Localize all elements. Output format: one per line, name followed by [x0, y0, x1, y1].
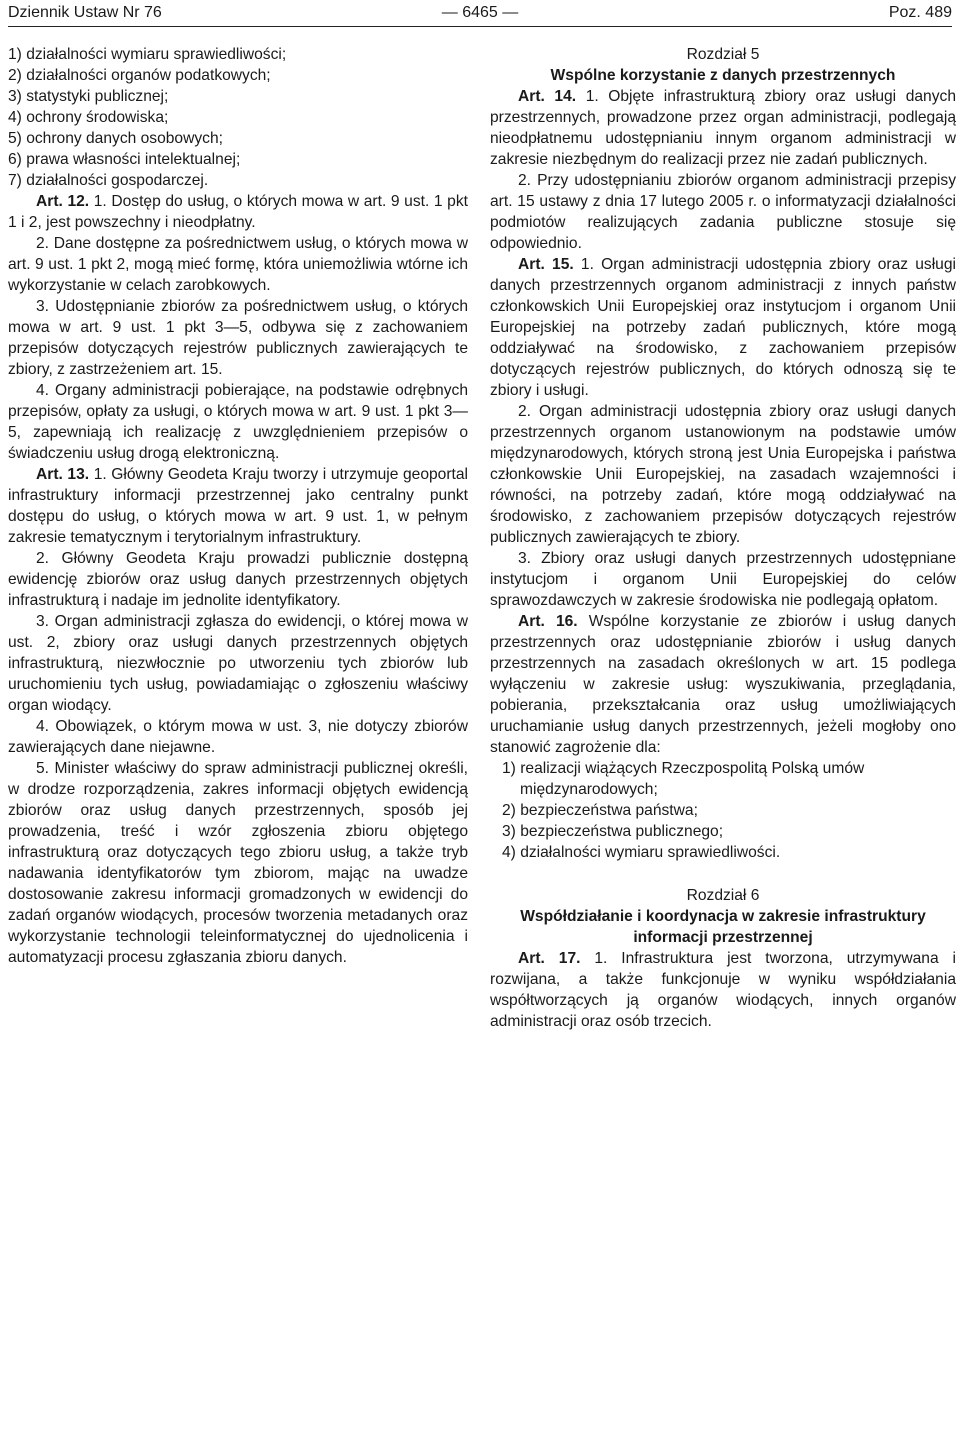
- art13-para4: 4. Obowiązek, o którym mowa w ust. 3, nie dotyczy zbiorów zawierających dane niejawne.: [8, 718, 468, 756]
- art16-text1: Wspólne korzystanie ze zbiorów i usług danych przestrzennych oraz udostępnianie zbiorów i usług danych przestrzennych na zasadach określonych w art. 15 podlega wyłączeniu w zakresie usług: wyszukiwania, przeglądania, pobierania, przekształcania oraz usług umożliwiających uruchamianie usług danych przestrzennych, jeżeli mogłoby ono stanowić zagrożenie dla:: [490, 613, 956, 756]
- journal-title: Dziennik Ustaw Nr 76: [8, 4, 162, 21]
- list-item: 1) działalności wymiaru sprawiedliwości;: [8, 46, 287, 63]
- art17-para1: [490, 948, 956, 1032]
- art15-para2: 2. Organ administracji udostępnia zbiory oraz usługi danych przestrzennych organom ustanowionym na podstawie umów międzynarodowych, których stroną jest Unia Europejska i państwa członkowskie Unii Europejskiej, na zasadach wzajemności i równości, na potrzeby zadań, które mogą oddziaływać na środowisko, z zachowaniem przepisów dotyczących rejestrów publicznych zawierających te zbiory.: [490, 403, 956, 546]
- art15-para1: [490, 254, 956, 401]
- art14-para2: 2. Przy udostępnianiu zbiorów organom administracji przepisy art. 15 ustawy z dnia 17 lutego 2005 r. o informatyzacji działalności podmiotów realizujących zadania publiczne stosuje się odpowiednio.: [490, 172, 956, 252]
- art16-list-item: 1) realizacji wiążących Rzeczpospolitą Polską umów międzynarodowych;: [502, 760, 865, 798]
- list-item: 6) prawa własności intelektualnej;: [8, 151, 241, 168]
- art16-label: Art. 16.: [518, 613, 578, 630]
- header-divider: [8, 26, 952, 27]
- art17-label: Art. 17.: [518, 950, 581, 967]
- art13-label: Art. 13.: [36, 466, 90, 483]
- chapter-5-title: Wspólne korzystanie z danych przestrzennych: [550, 67, 896, 84]
- position-number: Poz. 489: [888, 4, 952, 21]
- art16-para1: [490, 611, 956, 758]
- art14-label: Art. 14.: [518, 88, 577, 105]
- page-header: [8, 0, 952, 26]
- art16-list-item: 4) działalności wymiaru sprawiedliwości.: [502, 844, 781, 861]
- art15-text1: 1. Organ administracji udostępnia zbiory oraz usługi danych przestrzennych organom administracji z innych państw członkowskich Unii Europejskiej oraz instytucjom i organom Unii Europejskiej na potrzeby zadań publicznych, które mogą oddziaływać na środowisko, z zachowaniem przepisów dotyczących rejestrów publicznych, do których odnoszą się te zbiory i usługi.: [490, 256, 956, 399]
- art16-list-item: 2) bezpieczeństwa państwa;: [502, 802, 698, 819]
- art12-label: Art. 12.: [36, 193, 90, 210]
- list-item: 7) działalności gospodarczej.: [8, 172, 209, 189]
- art12-para3: 3. Udostępnianie zbiorów za pośrednictwem usług, o których mowa w art. 9 ust. 1 pkt 3—5, odbywa się z zachowaniem przepisów dotyczących rejestrów publicznych zawierających te zbiory, z zastrzeżeniem art. 15.: [8, 298, 468, 378]
- chapter-6-label: Rozdział 6: [686, 887, 760, 904]
- chapter-6-title: Współdziałanie i koordynacja w zakresie infrastruktury informacji przestrzennej: [520, 908, 926, 946]
- art14-text1: 1. Objęte infrastrukturą zbiory oraz usługi danych przestrzennych, prowadzone przez organ administracji, podlegają nieodpłatnemu udostępnianiu innym organom administracji w zakresie niezbędnym do realizacji przez nie zadań publicznych.: [490, 88, 956, 168]
- art14-para1: [490, 86, 956, 170]
- list-item: 2) działalności organów podatkowych;: [8, 67, 271, 84]
- art12-para2: 2. Dane dostępne za pośrednictwem usług, o których mowa w art. 9 ust. 1 pkt 2, mogą mieć formę, która uniemożliwia wtórne ich wykorzystanie w celach zarobkowych.: [8, 235, 468, 294]
- art12-text1: 1. Dostęp do usług, o których mowa w art. 9 ust. 1 pkt 1 i 2, jest powszechny i nieodpłatny.: [8, 193, 468, 231]
- art12-para4: 4. Organy administracji pobierające, na podstawie odrębnych przepisów, opłaty za usługi, o których mowa w art. 9 ust. 1 pkt 3—5, zapewniają ich realizację z uwzględnieniem przepisów o świadczeniu usług drogą elektroniczną.: [8, 382, 468, 462]
- art13-text1: 1. Główny Geodeta Kraju tworzy i utrzymuje geoportal infrastruktury informacji przestrzennej jako centralny punkt dostępu do usług, o których mowa w art. 9 ust. 1, w pełnym zakresie tematycznym i terytorialnym infrastruktury.: [8, 466, 468, 546]
- art13-para1: [8, 464, 468, 548]
- left-column: [8, 44, 468, 968]
- art13-para3: 3. Organ administracji zgłasza do ewidencji, o której mowa w ust. 2, zbiory oraz usługi danych przestrzennych objętych infrastrukturą, niezwłocznie po utworzeniu tych zbiorów lub uruchomieniu tych usług, powiadamiając o zgłoszeniu właściwy organ wiodący.: [8, 613, 468, 714]
- art15-para3: 3. Zbiory oraz usługi danych przestrzennych udostępniane instytucjom i organom Unii Europejskiej do celów sprawozdawczych w zakresie środowiska nie podlegają opłatom.: [490, 550, 956, 609]
- list-item: 5) ochrony danych osobowych;: [8, 130, 223, 147]
- art13-para5: 5. Minister właściwy do spraw administracji publicznej określi, w drodze rozporządzenia, zakres informacji objętych ewidencją zbiorów oraz usług danych przestrzennych, sposób jej prowadzenia, treść i wzór zgłoszenia zbioru objętego infrastrukturą oraz dotyczących tego zbioru usług, a także tryb nadawania identyfikatorów tym zbiorom, mając na uwadze dostosowanie zakresu informacji gromadzonych w ewidencji do zadań organów wiodących, procesów tworzenia metadanych oraz wykorzystanie technologii teleinformatycznej do ujednolicenia i automatyzacji procesu zgłaszania zbioru danych.: [8, 760, 468, 966]
- page-number: — 6465 —: [441, 4, 519, 21]
- list-item: 3) statystyki publicznej;: [8, 88, 169, 105]
- chapter-5-label: Rozdział 5: [686, 46, 760, 63]
- list-item: 4) ochrony środowiska;: [8, 109, 169, 126]
- art17-text1: 1. Infrastruktura jest tworzona, utrzymywana i rozwijana, a także funkcjonuje w wyniku współdziałania współtworzących ją organów wiodących, innych organów administracji oraz osób trzecich.: [490, 950, 956, 1030]
- art13-para2: 2. Główny Geodeta Kraju prowadzi publicznie dostępną ewidencję zbiorów oraz usług danych przestrzennych objętych infrastrukturą i nadaje im jednolite identyfikatory.: [8, 550, 468, 609]
- right-column: [490, 44, 956, 1032]
- art16-list-item: 3) bezpieczeństwa publicznego;: [502, 823, 724, 840]
- art15-label: Art. 15.: [518, 256, 574, 273]
- art12-para1: [8, 191, 468, 233]
